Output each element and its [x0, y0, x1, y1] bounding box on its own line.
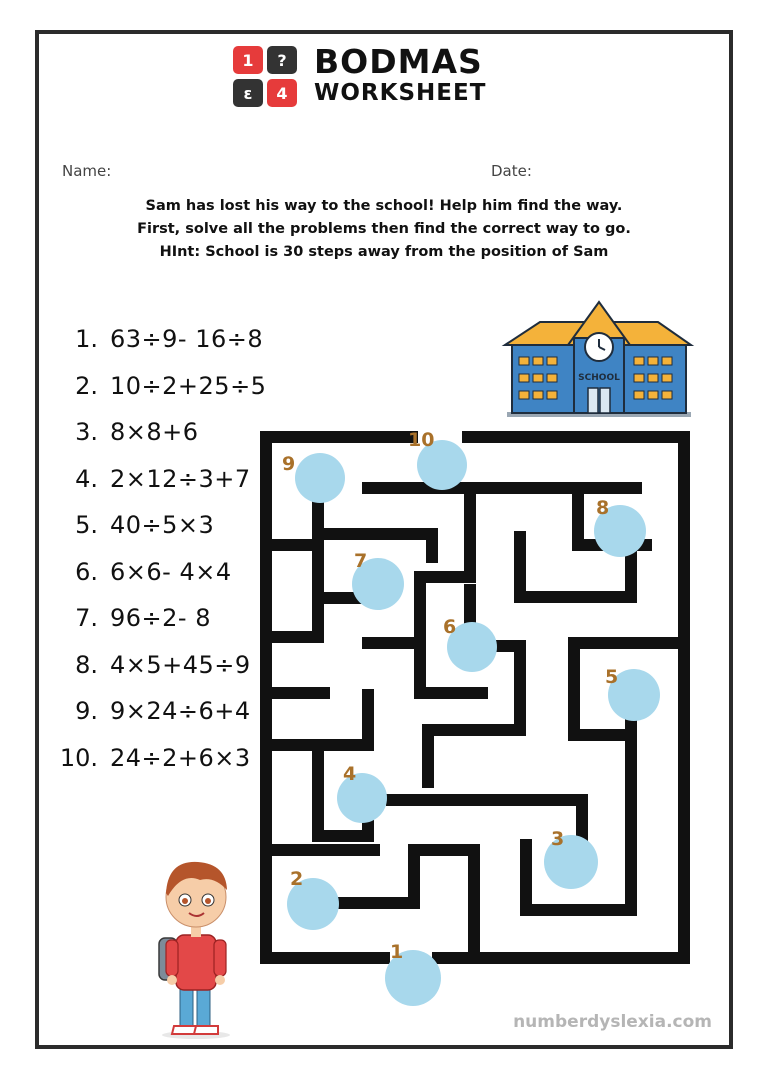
problem-expression: 8×8+6	[110, 418, 199, 447]
page-subtitle: WORKSHEET	[314, 80, 487, 106]
marker-label: 6	[443, 616, 457, 638]
marker-label: 10	[408, 429, 435, 451]
logo-tile-4: 4	[267, 79, 297, 107]
marker-circle	[295, 453, 345, 503]
logo-tile-3: ε	[233, 79, 263, 107]
school-icon	[505, 302, 691, 417]
problem-number: 2.	[75, 371, 98, 400]
marker-label: 7	[354, 550, 368, 572]
problem-expression: 40÷5×3	[110, 511, 215, 540]
name-label: Name:	[62, 162, 112, 180]
instruction-line: HInt: School is 30 steps away from the position of Sam	[159, 244, 609, 260]
problem-number: 7.	[75, 604, 98, 633]
problem-expression: 6×6- 4×4	[110, 557, 232, 586]
problem-number: 5.	[75, 511, 98, 540]
problem-expression: 9×24÷6+4	[110, 697, 251, 726]
marker-label: 5	[605, 666, 619, 688]
problem-expression: 63÷9- 16÷8	[110, 325, 264, 354]
problem-expression: 2×12÷3+7	[110, 464, 251, 493]
logo-tile-1: 1	[233, 46, 263, 74]
problem-number: 10.	[59, 743, 98, 772]
school-sign: SCHOOL	[578, 373, 620, 383]
problem-expression: 96÷2- 8	[110, 604, 211, 633]
instruction-line: Sam has lost his way to the school! Help him find the way.	[145, 198, 623, 214]
logo-tile-2: ?	[267, 46, 297, 74]
marker-label: 8	[596, 497, 610, 519]
marker-label: 4	[343, 763, 357, 785]
marker-label: 3	[551, 828, 565, 850]
boy-illustration	[159, 862, 230, 1039]
instruction-line: First, solve all the problems then find the correct way to go.	[137, 221, 631, 237]
page-title: BODMAS	[314, 42, 483, 81]
problem-number: 3.	[75, 418, 98, 447]
problem-number: 6.	[75, 557, 98, 586]
problem-expression: 10÷2+25÷5	[110, 371, 267, 400]
date-label: Date:	[491, 162, 532, 180]
marker-label: 2	[290, 868, 304, 890]
marker-label: 1	[390, 941, 404, 963]
marker-label: 9	[282, 453, 296, 475]
problem-number: 1.	[75, 325, 98, 354]
problem-number: 4.	[75, 464, 98, 493]
problem-expression: 4×5+45÷9	[110, 650, 251, 679]
website-footer: numberdyslexia.com	[513, 1012, 712, 1032]
problem-number: 9.	[75, 697, 98, 726]
problem-number: 8.	[75, 650, 98, 679]
problem-expression: 24÷2+6×3	[110, 743, 251, 772]
